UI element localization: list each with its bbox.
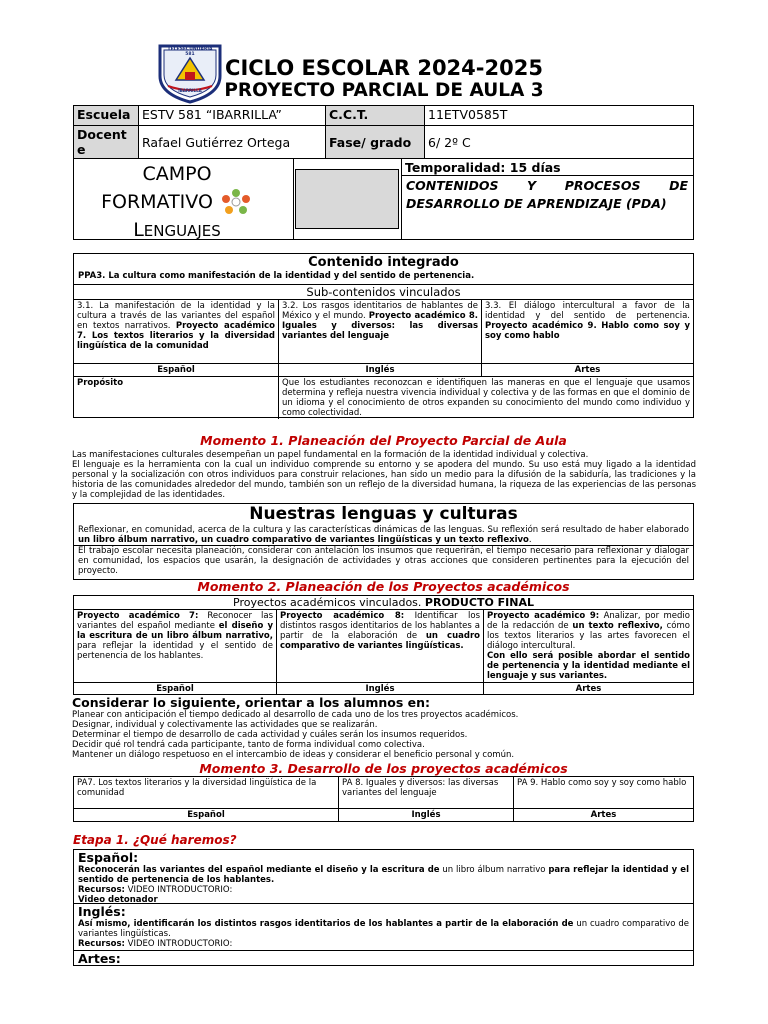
value-docente: Rafael Gutiérrez Ortega xyxy=(139,126,326,159)
label-escuela: Escuela xyxy=(74,106,139,126)
m3-subject-ingles: Inglés xyxy=(339,809,514,822)
campo-gray-cell xyxy=(295,169,399,229)
value-fase: 6/ 2º C xyxy=(425,126,694,159)
lenguas-title: Nuestras lenguas y culturas xyxy=(249,504,518,524)
momento2-title: Momento 2. Planeación de los Proyectos académicos xyxy=(197,579,570,594)
contenido-title: Contenido integrado xyxy=(308,255,459,270)
lenguas-text-1: Reflexionar, en comunidad, acerca de la cultura y las características dinámicas de las lenguas. Su reflexión será resultado de haber elaborado un libro álbum narrativo, un cuadro comparativo de variantes lingüísticas y un texto reflexivo. xyxy=(74,525,693,546)
contenido-integrado xyxy=(73,253,694,418)
momento3-title: Momento 3. Desarrollo de los proyectos académicos xyxy=(199,761,568,776)
subject-artes: Artes xyxy=(482,364,694,377)
value-escuela: ESTV 581 “IBARRILLA” xyxy=(139,106,326,126)
etapa1-box xyxy=(73,849,694,966)
proposito-label: Propósito xyxy=(74,377,279,420)
subcontenido-3: 3.3. El diálogo intercultural a favor de la identidad y del sentido de pertenencia. Proyecto académico 9. Hablo como soy y soy como hablo xyxy=(482,300,694,364)
subcontenidos-title: Sub-contenidos vinculados xyxy=(306,285,461,299)
considerar-item: Planear con anticipación el tiempo dedicado al desarrollo de cada uno de los tres proyectos académicos. xyxy=(72,710,519,720)
video-detonador-link[interactable]: Video detonador xyxy=(78,895,158,905)
campo-title: CAMPO FORMATIVO LENGUAJES xyxy=(92,161,262,244)
subcontenidos-table xyxy=(74,299,693,419)
pa9-cell: Proyecto académico 9: Analizar, por medio de la redacción de un texto reflexivo, cómo los textos literarios y las artes favorecen el diálogo intercultural. Con ello será posible abordar el sentido de pertenencia y la identidad mediante el lenguaje y sus variantes. xyxy=(484,610,694,683)
momento1-title: Momento 1. Planeación del Proyecto Parcial de Aula xyxy=(200,433,567,448)
ppa-text: PPA3. La cultura como manifestación de la identidad y del sentido de pertenencia. xyxy=(78,271,475,281)
campo-flower-icon xyxy=(219,187,253,217)
considerar-item: Determinar el tiempo de desarrollo de cada actividad y cuáles serán los insumos requeridos. xyxy=(72,730,468,740)
m3-pa8: PA 8. Iguales y diversos: las diversas variantes del lenguaje xyxy=(339,777,514,809)
etapa1-ingles: Inglés: Así mismo, identificarán los distintos rasgos identitarios de los hablantes a partir de la elaboración de un cuadro comparativo de variantes lingüísticas. Recursos: VIDEO INTRODUCTORIO: xyxy=(74,904,693,951)
logo-bottom-text: IBARRILLA xyxy=(178,88,202,93)
m3-pa7: PA7. Los textos literarios y la diversidad lingüística de la comunidad xyxy=(74,777,339,809)
subject-espanol: Español xyxy=(74,364,279,377)
considerar-title: Considerar lo siguiente, orientar a los alumnos en: xyxy=(72,695,431,710)
pa8-cell: Proyecto académico 8: Identificar los distintos rasgos identitarios de los hablantes a partir de la elaboración de un cuadro comparativo de variantes lingüísticas. xyxy=(277,610,484,683)
vinculados-title: Proyectos académicos vinculados. PRODUCTO FINAL xyxy=(233,596,534,609)
considerar-item: Decidir qué rol tendrá cada participante, tanto de forma individual como colectiva. xyxy=(72,740,425,750)
m3-subject-espanol: Español xyxy=(74,809,339,822)
cycle-title: CICLO ESCOLAR 2024-2025 xyxy=(225,56,543,80)
m2-subject-espanol: Español xyxy=(74,683,277,696)
etapa1-artes: Artes: xyxy=(78,951,121,966)
m3-subject-artes: Artes xyxy=(514,809,694,822)
logo-arc-text: TELESECUNDARIA 581 xyxy=(167,47,213,57)
m2-subject-ingles: Inglés xyxy=(277,683,484,696)
m2-subject-artes: Artes xyxy=(484,683,694,696)
pa7-cell: Proyecto académico 7: Reconocer las variantes del español mediante el diseño y la escritura de un libro álbum narrativo, para reflejar la identidad y el sentido de pertenencia de los hablantes. xyxy=(74,610,277,683)
label-fase: Fase/ grado xyxy=(326,126,425,159)
momento2-box xyxy=(73,595,694,695)
lenguas-box xyxy=(73,503,694,580)
proposito-text: Que los estudiantes reconozcan e identifiquen las maneras en que el lenguaje que usamos determina y refleja nuestra vivencia individual y colectiva y de las formas en que el dominio de un idioma y el conocimiento de otros expanden su conocimiento del mundo como individuo y como colectividad. xyxy=(279,377,694,420)
project-title: PROYECTO PARCIAL DE AULA 3 xyxy=(224,80,544,101)
subcontenido-2: 3.2. Los rasgos identitarios de hablantes de México y el mundo. Proyecto académico 8. Iguales y diversos: las diversas variantes del lenguaje xyxy=(279,300,482,364)
considerar-list xyxy=(72,710,696,760)
subject-ingles: Inglés xyxy=(279,364,482,377)
considerar-item: Mantener un diálogo respetuoso en el intercambio de ideas y considerar el beneficio personal y común. xyxy=(72,750,515,760)
momento1-text: Las manifestaciones culturales desempeñan un papel fundamental en la formación de la identidad individual y colectiva. El lenguaje es la herramienta con la cual un individuo comprende su entorno y se apodera del mundo. Su uso está muy ligado a la identidad personal y la socialización con otros individuos para construir relaciones, han sido un medio para la difusión de la sabiduría, las tradiciones y la historia de las comunidades alrededor del mundo, también son un reflejo de la diversidad humana, la riqueza de las experiencias de las personas y la complejidad de las identidades. xyxy=(72,450,696,500)
label-docente: Docent e xyxy=(74,126,139,159)
value-cct: 11ETV0585T xyxy=(425,106,694,126)
lenguas-text-2: El trabajo escolar necesita planeación, considerar con antelación los insumos que requerirán, el tiempo necesario para reflexionar y dialogar en comunidad, los espacios que usarán, la designación de actividades y otras acciones que consideren pertinentes para la ejecución del proyecto. xyxy=(78,546,689,576)
label-cct: C.C.T. xyxy=(326,106,425,126)
momento2-table xyxy=(74,609,693,695)
campo-box xyxy=(73,158,694,240)
info-table xyxy=(73,105,694,159)
pda-title: CONTENIDOS Y PROCESOS DE DESARROLLO DE APRENDIZAJE (PDA) xyxy=(406,178,688,211)
momento3-table xyxy=(73,776,694,822)
temporalidad: Temporalidad: 15 días xyxy=(405,160,561,175)
subcontenido-1: 3.1. La manifestación de la identidad y la cultura a través de las variantes del español en textos narrativos. Proyecto académico 7. Los textos literarios y la diversidad lingüística de la comunidad xyxy=(74,300,279,364)
etapa1-espanol: Español: Reconocerán las variantes del español mediante el diseño y la escritura de un libro álbum narrativo para reflejar la identidad y el sentido de pertenencia de los hablantes. Recursos: VIDEO INTRODUCTORIO: Video detonador xyxy=(74,850,693,904)
etapa1-title: Etapa 1. ¿Qué haremos? xyxy=(73,833,237,847)
m3-pa9: PA 9. Hablo como soy y soy como hablo xyxy=(514,777,694,809)
considerar-item: Designar, individual y colectivamente las actividades que se realizarán. xyxy=(72,720,378,730)
